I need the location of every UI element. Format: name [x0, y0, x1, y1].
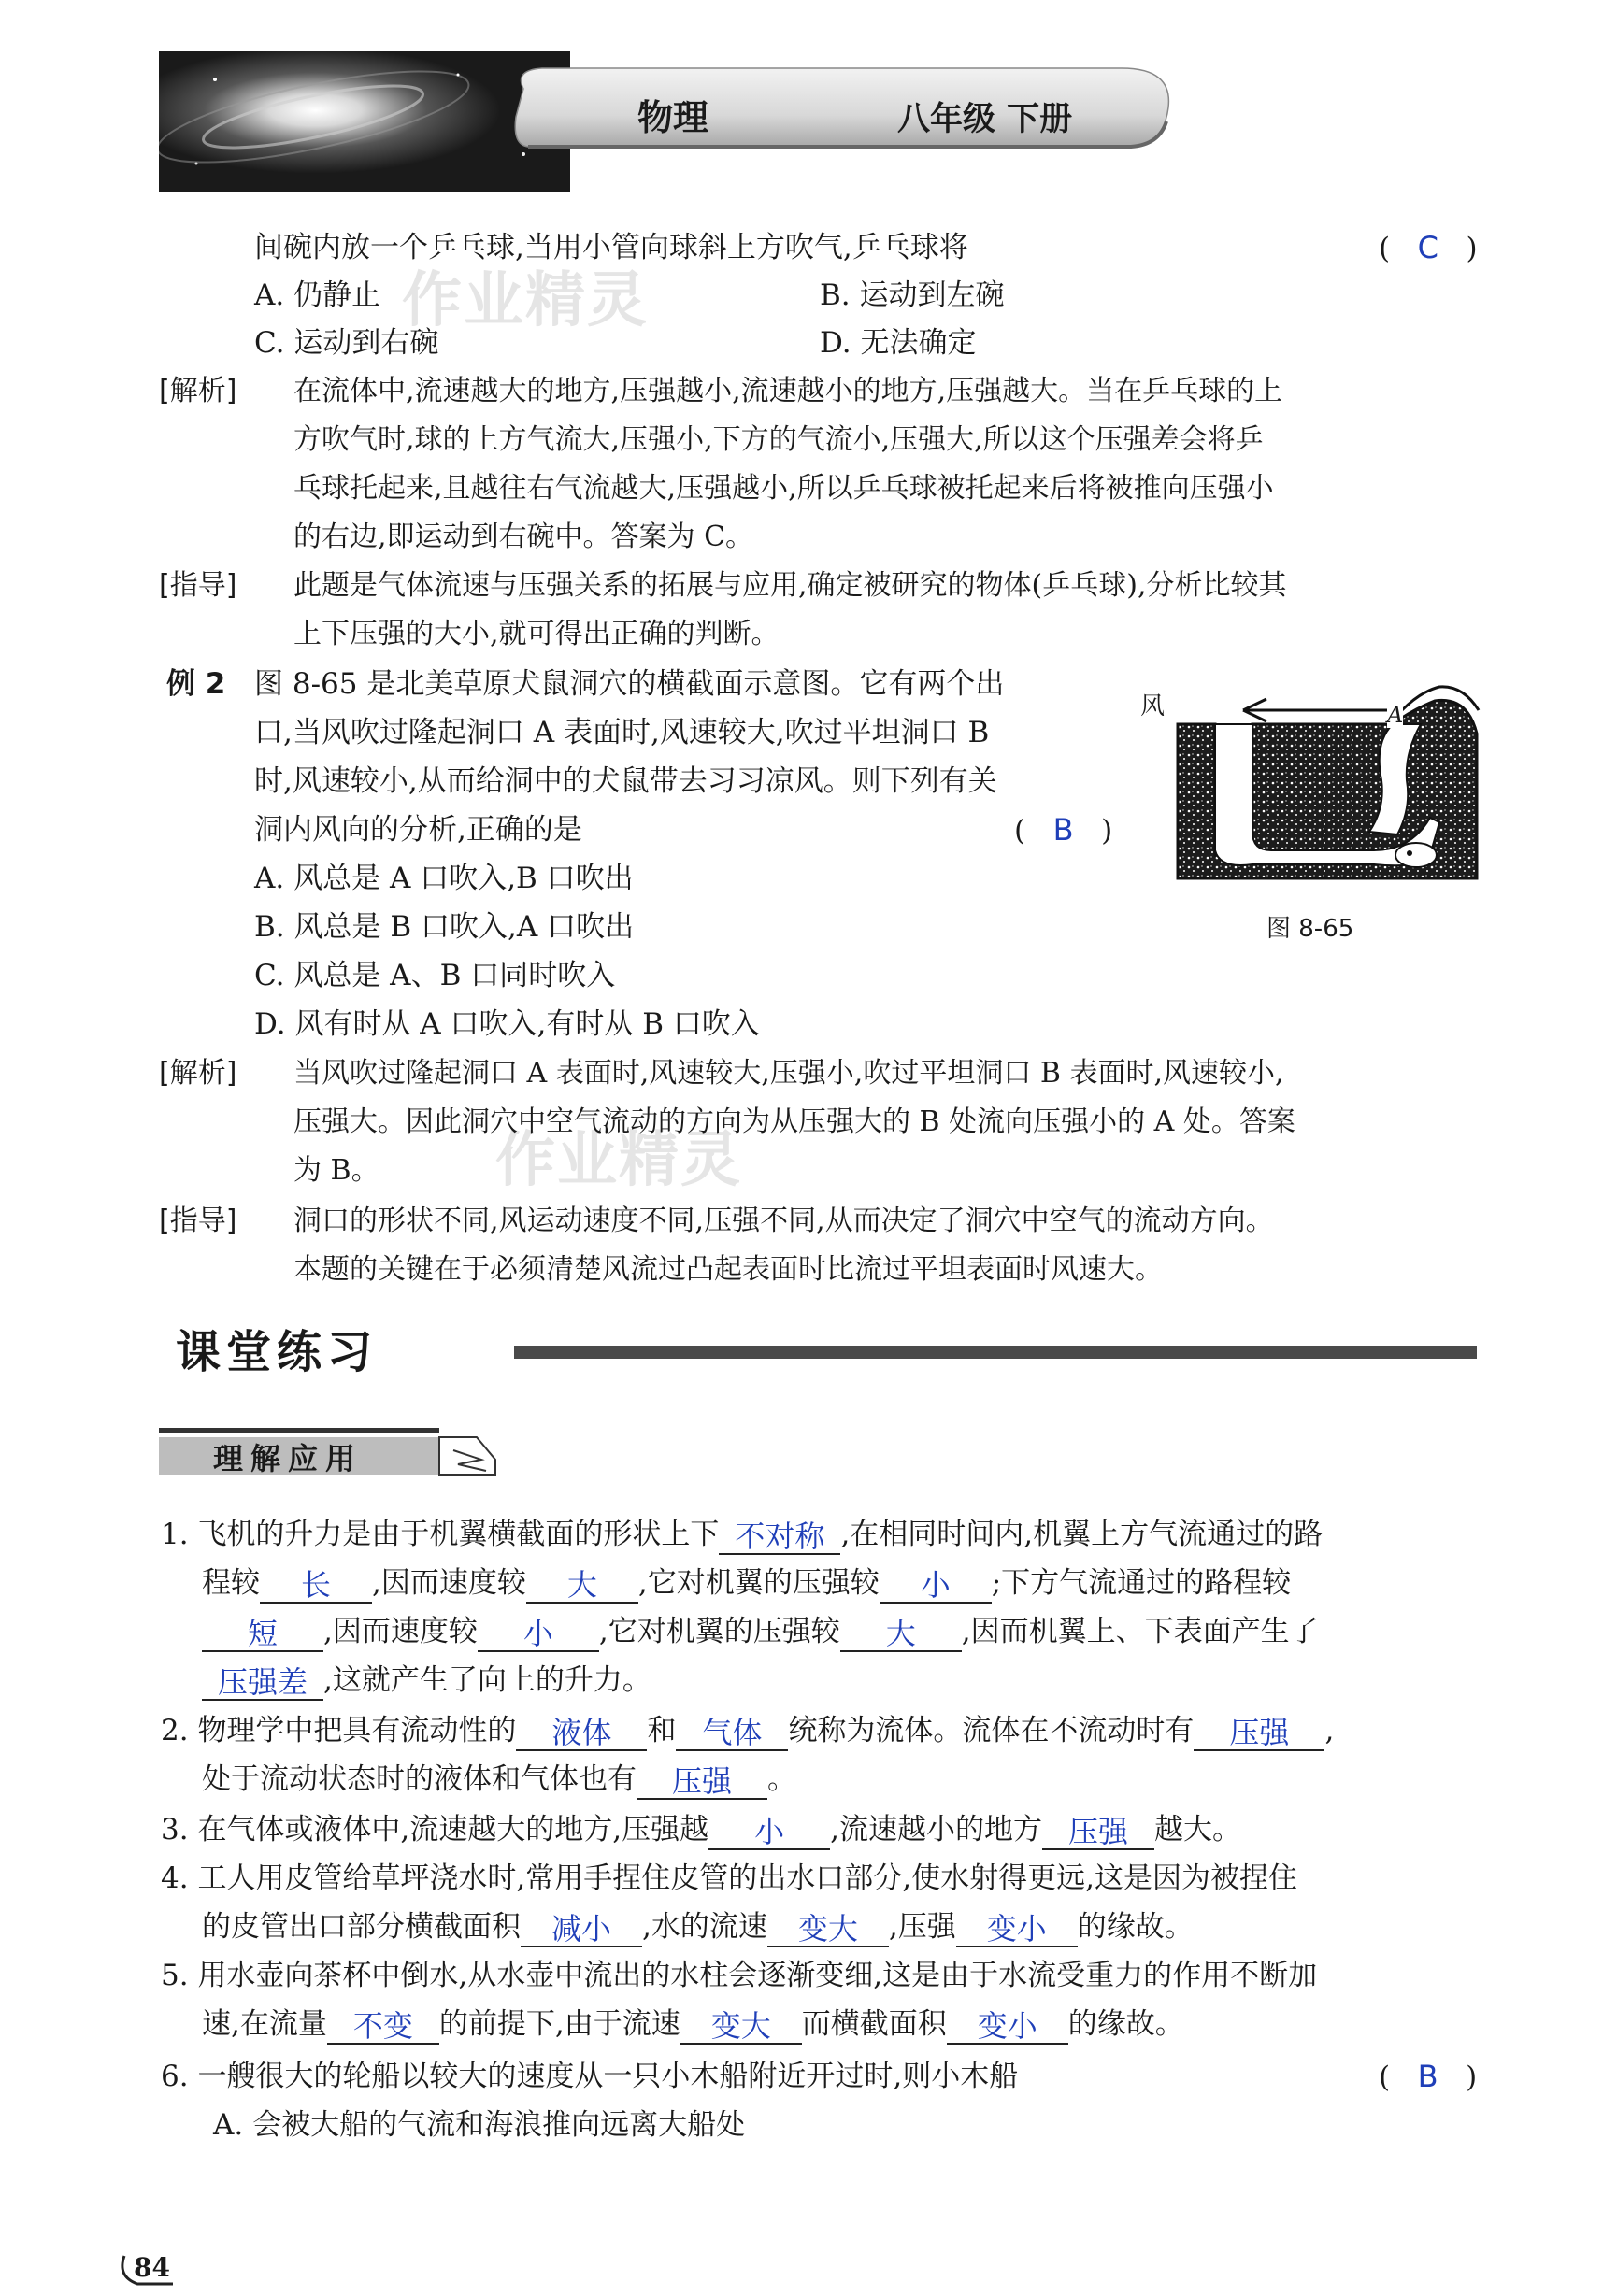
blank[interactable]: 小: [708, 1811, 830, 1850]
q-text: 而横截面积: [801, 2007, 947, 2041]
blank[interactable]: 气体: [676, 1712, 788, 1751]
option-b: B. 运动到左碗: [820, 278, 1005, 312]
blank[interactable]: 小: [880, 1564, 992, 1604]
guide-label: [指导]: [159, 569, 237, 602]
section-badge: [159, 1422, 505, 1478]
q-text: ,水的流速: [642, 1910, 767, 1944]
q-num: 5.: [161, 1959, 189, 1992]
q-text: ,: [1324, 1714, 1335, 1747]
q-text: ,它对机翼的压强较: [637, 1566, 880, 1600]
question-4: [161, 1858, 1297, 1899]
label-a: A: [1387, 702, 1404, 728]
blank[interactable]: 液体: [516, 1712, 647, 1751]
blank[interactable]: 不变: [327, 2005, 439, 2045]
header-banner: [159, 51, 1178, 192]
header-grade: 八年级 下册: [897, 101, 1073, 138]
option-d: D. 无法确定: [820, 326, 977, 360]
figure-caption: 图 8-65: [1266, 915, 1354, 943]
q-text: 一艘很大的轮船以较大的速度从一只小木船附近开过时,则小木船: [197, 2060, 1019, 2093]
blank[interactable]: 短: [202, 1613, 323, 1652]
guide-line: 洞口的形状不同,风运动速度不同,压强不同,从而决定了洞穴中空气的流动方向。: [293, 1205, 1274, 1237]
option-a: A. 风总是 A 口吹入,B 口吹出: [254, 862, 634, 895]
q-text: 物理学中把具有流动性的: [197, 1714, 517, 1747]
question-5: [161, 1955, 1317, 1996]
question-5-line2: [202, 2004, 1184, 2045]
q-text: 在气体或液体中,流速越大的地方,压强越: [197, 1813, 709, 1847]
q-text: ;下方气流通过的路程较: [991, 1566, 1292, 1600]
q-text: ,因而机翼上、下表面产生了: [961, 1615, 1319, 1648]
example-label: 例 2: [166, 667, 226, 701]
guide-line: 此题是气体流速与压强关系的拓展与应用,确定被研究的物体(乒乓球),分析比较其: [293, 569, 1287, 602]
analysis-label: [解析]: [159, 1057, 237, 1090]
blank[interactable]: 变小: [947, 2005, 1068, 2045]
q-text: ,它对机翼的压强较: [598, 1615, 840, 1648]
watermark: 作业精灵: [402, 266, 649, 335]
analysis-line: 的右边,即运动到右碗中。答案为 C。: [293, 521, 754, 553]
q-text: 飞机的升力是由于机翼横截面的形状上下: [197, 1518, 720, 1551]
q-text: 工人用皮管给草坪浇水时,常用手捏住皮管的出水口部分,使水射得更远,这是因为被捏住: [197, 1861, 1297, 1895]
analysis-label: [解析]: [159, 375, 237, 407]
option-a: A. 会被大船的气流和海浪推向远离大船处: [213, 2108, 746, 2142]
question-3: [161, 1809, 1241, 1850]
blank[interactable]: 大: [526, 1564, 638, 1604]
question-1-line4: [202, 1660, 651, 1701]
guide-line: 本题的关键在于必须清楚风流过凸起表面时比流过平坦表面时风速大。: [293, 1253, 1163, 1286]
q-text: ,这就产生了向上的升力。: [323, 1663, 651, 1697]
option-d: D. 风有时从 A 口吹入,有时从 B 口吹入: [254, 1007, 760, 1041]
question-2: [161, 1710, 1334, 1751]
option-b: B. 风总是 B 口吹入,A 口吹出: [254, 910, 635, 944]
question-1-line3: [202, 1611, 1319, 1652]
question-4-line2: [202, 1906, 1194, 1947]
blank[interactable]: 变大: [767, 1908, 889, 1947]
example-line: 时,风速较小,从而给洞中的犬鼠带去习习凉风。则下列有关: [254, 764, 997, 798]
blank[interactable]: 变小: [956, 1908, 1078, 1947]
q-text: 程较: [202, 1566, 260, 1600]
question-1-line2: [202, 1562, 1291, 1604]
blank[interactable]: 大: [840, 1613, 962, 1652]
wind-label: 风: [1140, 692, 1166, 720]
blank[interactable]: 减小: [521, 1908, 642, 1947]
answer-parens: ( B ): [1379, 2059, 1478, 2094]
q-text: 越大。: [1154, 1813, 1242, 1847]
section-rule: [514, 1346, 1477, 1359]
q-text: 速,在流量: [202, 2007, 327, 2041]
analysis-line: 当风吹过隆起洞口 A 表面时,风速较大,压强小,吹过平坦洞口 B 表面时,风速较小,: [293, 1057, 1284, 1090]
answer-parens: ( C ): [1379, 230, 1478, 265]
answer: B: [1052, 812, 1074, 848]
q-text: ,压强: [888, 1910, 956, 1944]
question-6: [161, 2056, 1018, 2097]
q-num: 3.: [161, 1813, 189, 1847]
question-1: [161, 1514, 1323, 1555]
q-text: 。: [767, 1762, 796, 1796]
q-text: 的前提下,由于流速: [438, 2007, 680, 2041]
q-text: ,因而速度较: [323, 1615, 478, 1648]
blank[interactable]: 压强差: [202, 1661, 323, 1701]
option-c: C. 风总是 A、B 口同时吹入: [254, 959, 616, 992]
q-text: 和: [647, 1714, 677, 1747]
analysis-line: 乓球托起来,且越往右气流越大,压强越小,所以乒乓球被托起来后将被推向压强小: [293, 472, 1274, 505]
page-number-badge: [117, 2252, 182, 2289]
q-text: 用水壶向茶杯中倒水,从水壶中流出的水柱会逐渐变细,这是由于水流受重力的作用不断加: [197, 1959, 1318, 1992]
q-text: ,因而速度较: [372, 1566, 526, 1600]
analysis-line: 方吹气时,球的上方气流大,压强小,下方的气流小,压强大,所以这个压强差会将乒: [293, 423, 1264, 456]
figure-8-65: [1140, 668, 1486, 892]
answer-parens: ( B ): [1014, 812, 1113, 848]
q-text: 处于流动状态时的液体和气体也有: [202, 1762, 637, 1796]
q-text: 的皮管出口部分横截面积: [202, 1910, 521, 1944]
burrow-diagram: [1140, 668, 1486, 892]
example-line: 口,当风吹过隆起洞口 A 表面时,风速较大,吹过平坦洞口 B: [254, 716, 990, 749]
guide-line: 上下压强的大小,就可得出正确的判断。: [293, 618, 780, 650]
page-number: 84: [134, 2252, 170, 2283]
option-c: C. 运动到右碗: [254, 326, 439, 360]
example-line: 洞内风向的分析,正确的是: [254, 813, 582, 847]
q-text: 的缘故。: [1077, 1910, 1194, 1944]
q-num: 1.: [161, 1518, 189, 1551]
blank[interactable]: 变大: [680, 2005, 802, 2045]
example-line: 图 8-65 是北美草原犬鼠洞穴的横截面示意图。它有两个出: [254, 667, 1005, 701]
q-num: 2.: [161, 1714, 189, 1747]
answer: C: [1417, 230, 1438, 265]
header-subject: 物理: [637, 97, 709, 138]
guide-label: [指导]: [159, 1205, 237, 1237]
section-title: 课堂练习: [176, 1326, 379, 1378]
analysis-line: 在流体中,流速越大的地方,压强越小,流速越小的地方,压强越大。当在乒乓球的上: [293, 375, 1283, 407]
q-num: 6.: [161, 2060, 189, 2093]
q-text: ,流速越小的地方: [830, 1813, 1043, 1847]
blank[interactable]: 压强: [1194, 1712, 1324, 1751]
q-text: 统称为流体。流体在不流动时有: [788, 1714, 1195, 1747]
option-a: A. 仍静止: [254, 278, 381, 312]
q-text: ,在相同时间内,机翼上方气流通过的路: [840, 1518, 1324, 1551]
q-num: 4.: [161, 1861, 189, 1895]
blank[interactable]: 长: [260, 1564, 372, 1604]
question-stem: 间碗内放一个乒乓球,当用小管向球斜上方吹气,乒乓球将: [254, 231, 968, 264]
analysis-line: 压强大。因此洞穴中空气流动的方向为从压强大的 B 处流向压强小的 A 处。答案: [293, 1105, 1295, 1138]
question-2-line2: [202, 1759, 796, 1800]
label-b: B: [1226, 738, 1243, 764]
answer: B: [1417, 2059, 1438, 2094]
blank[interactable]: 小: [478, 1613, 599, 1652]
badge-label: 理解应用: [213, 1441, 364, 1476]
blank[interactable]: 压强: [1042, 1811, 1154, 1850]
blank[interactable]: 不对称: [719, 1516, 840, 1555]
watermark: 作业精灵: [495, 1126, 742, 1195]
analysis-line: 为 B。: [293, 1154, 379, 1187]
q-text: 的缘故。: [1067, 2007, 1184, 2041]
blank[interactable]: 压强: [637, 1761, 767, 1800]
